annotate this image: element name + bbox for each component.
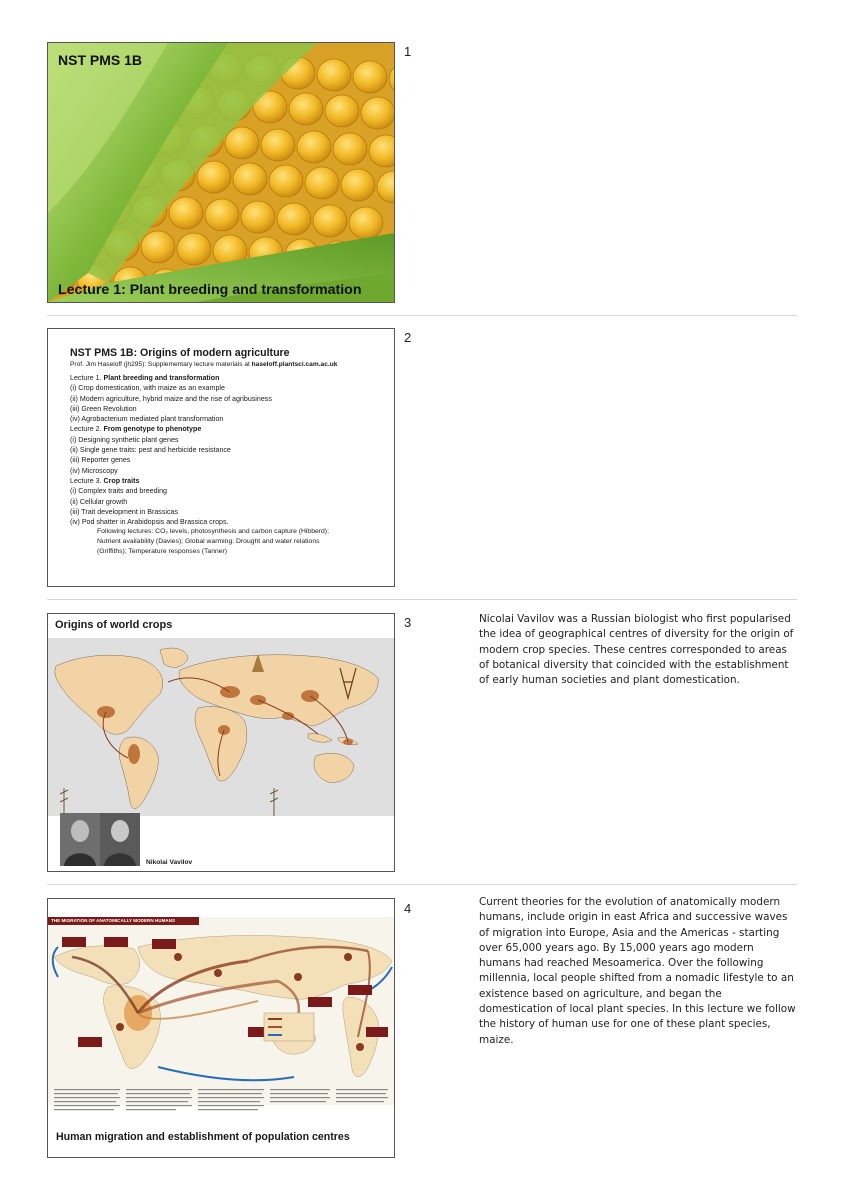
migration-body-text [48,1087,394,1121]
slide-3-notes: Nicolai Vavilov was a Russian biologist who first popularised the idea of geographical centres of diversity for the origin of modern crop species. These centres corresponded to areas of botanical diversity that coincided with the establishment of early human societies and plant domestication. [479,613,794,687]
lecture-item: (iii) Green Revolution [70,404,137,413]
slide-1[interactable] [47,42,395,303]
maize-kernel [305,167,339,199]
lecture-prefix: Lecture 2. [70,425,104,434]
subtitle-url: haseloff.plantsci.cam.ac.uk [251,361,338,368]
maize-kernel [341,169,375,201]
maize-kernel [141,231,175,263]
maize-kernel [225,127,259,159]
maize-cob-image [48,43,394,302]
lecture-item: (i) Designing synthetic plant genes [70,435,179,444]
subtitle-text: Prof. Jim Haseloff (jh295): Supplementary lecture materials at [70,361,252,368]
human-migration-map [48,917,394,1105]
maize-kernel [349,207,383,239]
slide-3-number: 3 [404,615,412,630]
lecture-prefix: Lecture 3. [70,476,104,485]
vavilov-caption: Nikolai Vavilov [146,859,193,866]
slide-3-title: Origins of world crops [55,619,173,631]
maize-kernel [177,233,211,265]
slide-4-number: 4 [404,901,412,916]
lecture-item: (i) Complex traits and breeding [70,487,167,496]
lecture-item: (ii) Modern agriculture, hybrid maize and the rise of agribusiness [70,394,272,403]
maize-kernel [261,129,295,161]
lecture-item: (ii) Single gene traits: pest and herbicide resistance [70,446,231,455]
maize-kernel [333,133,367,165]
lecture-item: (iii) Trait development in Brassicas [70,507,179,516]
maize-kernel [325,95,359,127]
slide-2-title: NST PMS 1B: Origins of modern agriculture [70,347,290,359]
vavilov-portrait-photo [60,813,140,866]
lecture-heading [70,476,390,486]
slide-2-subtitle [70,360,390,370]
divider [47,884,797,885]
lecture-heading [70,373,390,383]
lecture-item: (i) Crop domestication, with maize as an example [70,384,225,393]
lecture-prefix: Lecture 1. [70,374,104,382]
lecture-name: From genotype to phenotype [103,425,202,434]
slide-1-number: 1 [404,44,412,59]
lecture-heading [70,424,390,434]
slide-1-course-label: NST PMS 1B [58,52,143,68]
maize-kernel [361,97,394,129]
maize-kernel [289,93,323,125]
following-lectures-line: Following lectures: CO₂ levels, photosynthesis and carbon capture (Hibberd); [97,528,329,536]
lecture-name: Plant breeding and transformation [103,374,220,382]
slide-2-number: 2 [404,330,412,345]
maize-kernel [205,199,239,231]
maize-kernel [277,203,311,235]
migration-map-header: THE MIGRATION OF ANATOMICALLY MODERN HUMANS [48,917,199,925]
slide-4[interactable] [47,898,395,1158]
lecture-item: (ii) Cellular growth [70,497,128,506]
maize-kernel [169,197,203,229]
lecture-item: (iv) Microscopy [70,466,118,475]
crop-origins-world-map [48,638,394,816]
divider [47,599,797,600]
slide-3[interactable] [47,613,395,872]
maize-kernel [353,61,387,93]
slide-2[interactable] [47,328,395,587]
following-lectures-line: (Griffiths); Temperature responses (Tanner) [97,548,228,556]
maize-kernel [317,59,351,91]
maize-kernel [269,165,303,197]
divider [47,315,797,316]
maize-kernel [197,161,231,193]
slide-1-lecture-title: Lecture 1: Plant breeding and transformation [58,282,362,298]
maize-kernel [233,163,267,195]
lecture-item: (iii) Reporter genes [70,456,131,465]
following-lectures-line: Nutrient availability (Davies); Global warming: Drought and water relations [97,538,320,546]
maize-kernel [297,131,331,163]
slide-4-notes: Current theories for the evolution of anatomically modern humans, include origin in east Africa and successive waves of migration into Europe, Asia and the Americas - starting over 65,000 years ago. By 15,000 years ago modern humans had reached Mesoamerica. Over the following millennia, local people shifted from a nomadic lifestyle to an existence based on agriculture, and began the domestication of local plant species. In this lecture we follow the history of human use for one of these plant species, maize. [479,896,796,1046]
slide-4-title: Human migration and establishment of population centres [56,1131,350,1143]
lecture-name: Crop traits [103,476,140,485]
maize-kernel [313,205,347,237]
maize-kernel [241,201,275,233]
lecture-item: (iv) Agrobacterium mediated plant transformation [70,415,224,424]
lecture-item: (iv) Pod shatter in Arabidopsis and Brassica crops. [70,518,229,527]
